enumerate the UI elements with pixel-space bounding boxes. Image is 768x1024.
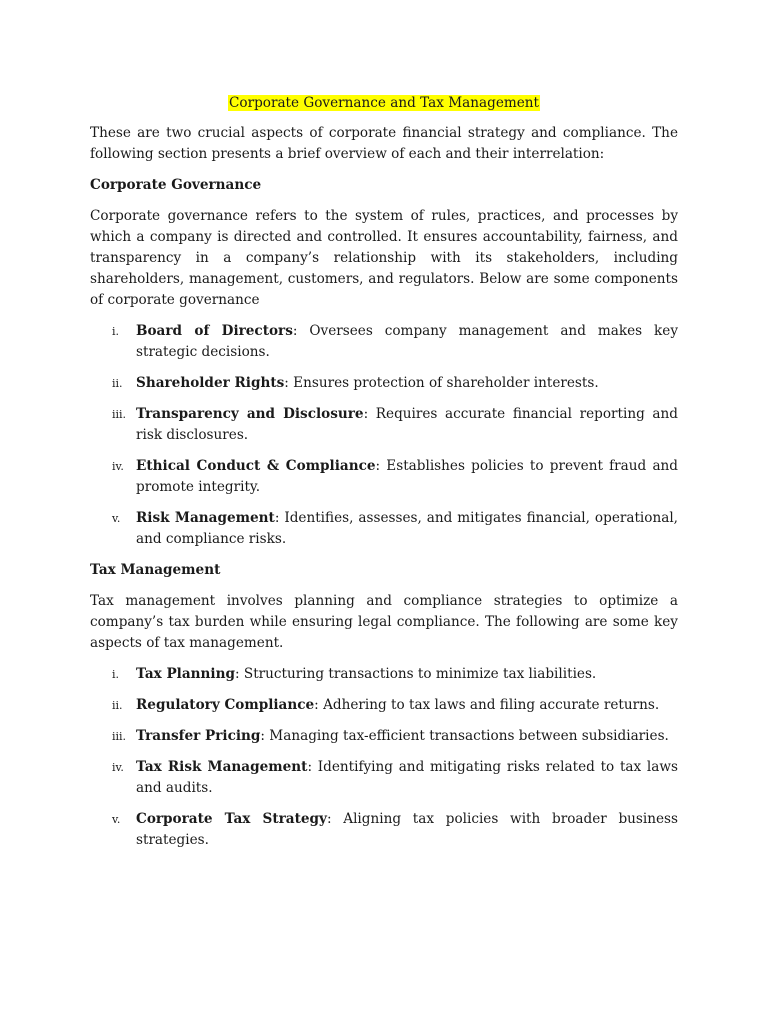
list-item-text: : Establishes policies to prevent fraud and promote integrity. [136,458,679,495]
list-item-text: : Identifying and mitigating risks related to tax laws and audits. [136,759,678,796]
list-item-text: : Adhering to tax laws and filing accurate returns. [314,697,660,713]
list-item-text: : Oversees company management and makes key strategic decisions. [136,323,678,360]
list-item [90,456,678,498]
list-item [90,695,678,716]
list-item [90,404,678,446]
list-item-text: : Structuring transactions to minimize tax liabilities. [234,666,597,682]
list-item [90,726,678,747]
section-heading-corporate-governance: Corporate Governance [90,177,262,193]
list-item-number: i. [112,668,120,681]
list-item-number: ii. [112,377,123,390]
list-item [90,664,678,685]
list-item-number: iii. [112,730,127,743]
list-item-term: Corporate Tax Strategy [136,811,327,827]
list-item-text: : Requires accurate financial reporting and risk disclosures. [136,406,678,443]
list-item [90,373,678,394]
list-item-text: : Aligning tax policies with broader business strategies. [136,811,679,848]
list-item-term: Tax Risk Management [136,759,308,775]
list-item-term: Risk Management [136,510,275,526]
list-item-number: i. [112,325,120,338]
list-item [90,321,678,363]
tax-management-list [90,664,678,851]
list-item-number: ii. [112,699,123,712]
list-item-term: Shareholder Rights [136,375,285,391]
list-item-term: Board of Directors [136,323,293,339]
list-item [90,809,678,851]
list-item-text: : Managing tax-efficient transactions between subsidiaries. [260,728,669,744]
list-item [90,508,678,550]
list-item-term: Transparency and Disclosure [136,406,364,422]
tax-management-paragraph: Tax management involves planning and compliance strategies to optimize a company’s tax burden while ensuring legal compliance. The following are some key aspects of tax management. [90,593,678,651]
list-item-term: Transfer Pricing [136,728,261,744]
list-item-term: Tax Planning [136,666,235,682]
list-item-term: Regulatory Compliance [136,697,315,713]
section-heading-tax-management: Tax Management [90,562,221,578]
list-item [90,757,678,799]
intro-paragraph: These are two crucial aspects of corporate financial strategy and compliance. The following section presents a brief overview of each and their interrelation: [90,125,678,162]
corporate-governance-list [90,321,678,550]
corporate-governance-paragraph: Corporate governance refers to the system of rules, practices, and processes by which a company is directed and controlled. It ensures accountability, fairness, and transparency in a company’s relationship with its stakeholders, including shareholders, management, customers, and regulators. Below are some components of corporate governance [90,208,678,308]
list-item-term: Ethical Conduct & Compliance [136,458,376,474]
list-item-text: : Ensures protection of shareholder interests. [284,375,599,391]
list-item-number: iv. [112,761,124,774]
list-item-number: v. [112,813,121,826]
list-item-number: v. [112,512,121,525]
highlighted-title-text: Corporate Governance and Tax Management [228,95,540,111]
list-item-number: iii. [112,408,127,421]
document-title [90,93,678,113]
list-item-text: : Identifies, assesses, and mitigates financial, operational, and compliance risks. [136,510,678,547]
list-item-number: iv. [112,460,124,473]
